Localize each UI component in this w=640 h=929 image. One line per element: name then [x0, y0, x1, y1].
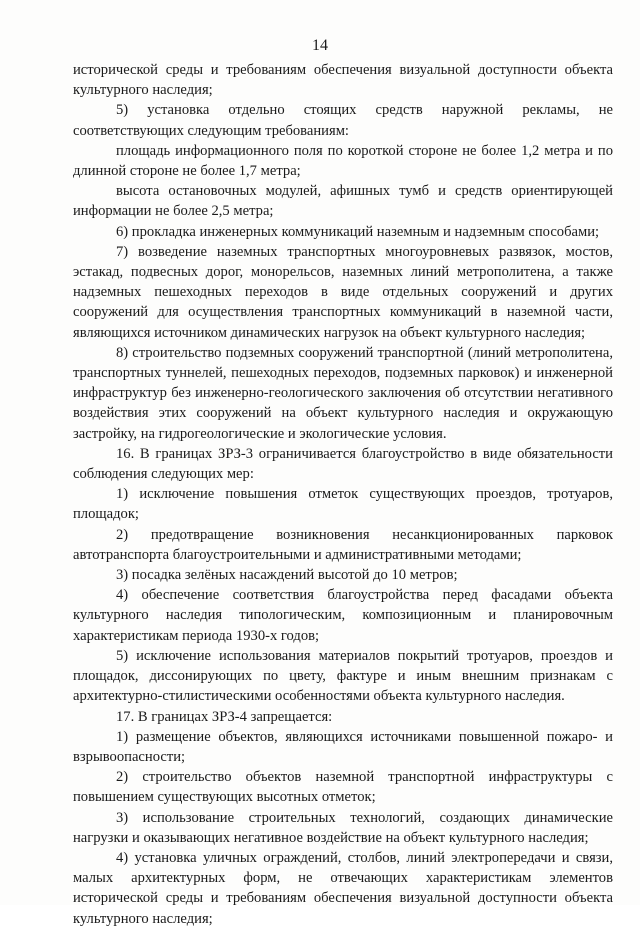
paragraph: 4) установка уличных ограждений, столбов, линий электропередачи и связи, малых архитектурных форм, не отвечающих характеристикам элементов исторической среды и требованиям обеспечения визуальной доступности объекта культурного наследия; [73, 849, 613, 927]
paragraph: 3) посадка зелёных насаждений высотой до 10 метров; [116, 567, 458, 584]
paragraph: 8) строительство подземных сооружений транспортной (линий метрополитена, транспортных туннелей, пешеходных переходов, подземных парковок) и инженерной инфраструктур без инженерно-геологического заключения об отсутствии негативного воздействия этих сооружений на объект культурного наследия и окружающую застройку, на гидрогеологические и экологические условия. [73, 344, 613, 442]
paragraph: 1) размещение объектов, являющихся источниками повышенной пожаро- и взрывоопасности; [73, 728, 613, 765]
paragraph: площадь информационного поля по короткой стороне не более 1,2 метра и по длинной стороне не более 1,7 метра; [73, 142, 613, 180]
paragraph: 1) исключение повышения отметок существующих проездов, тротуаров, площадок; [73, 486, 613, 523]
paragraph: 5) исключение использования материалов покрытий тротуаров, проездов и площадок, диссонирующих по цвету, фактуре и иным внешним признакам с архитектурно-стилистическими особенностями объекта культурного наследия. [73, 647, 613, 705]
page-number: 14 [312, 37, 328, 54]
paragraph: 2) предотвращение возникновения несанкционированных парковок автотранспорта благоустроительными и административными методами; [73, 526, 613, 563]
paragraph: 5) установка отдельно стоящих средств наружной рекламы, не соответствующих следующим требованиям: [73, 102, 613, 139]
paragraph: высота остановочных модулей, афишных тумб и средств ориентирующей информации не более 2,5 метра; [73, 183, 613, 220]
section-heading: 17. В границах ЗРЗ-4 запрещается: [116, 708, 333, 725]
paragraph: 7) возведение наземных транспортных многоуровневых развязок, мостов, эстакад, подвесных дорог, монорельсов, наземных линий метрополитена, а также надземных пешеходных переходов в виде отдельных сооружений и других сооружений для осуществления транспортных коммуникаций в наземной части, являющихся источником динамических нагрузок на объект культурного наследия; [73, 243, 613, 341]
section-heading: 16. В границах ЗРЗ-3 ограничивается благоустройство в виде обязательности соблюдения следующих мер: [73, 445, 613, 483]
paragraph: 2) строительство объектов наземной транспортной инфраструктуры с повышением существующих высотных отметок; [73, 769, 613, 806]
paragraph: 4) обеспечение соответствия благоустройства перед фасадами объекта культурного наследия типологическим, композиционным и планировочным характеристикам периода 1930-х годов; [73, 587, 613, 644]
paragraph: 6) прокладка инженерных коммуникаций наземным и надземным способами; [116, 223, 600, 240]
paragraph: исторической среды и требованиям обеспечения визуальной доступности объекта культурного наследия; [73, 62, 613, 99]
paragraph: 3) использование строительных технологий, создающих динамические нагрузки и оказывающих негативное воздействие на объект культурного наследия; [73, 809, 613, 846]
document-body [73, 60, 613, 929]
